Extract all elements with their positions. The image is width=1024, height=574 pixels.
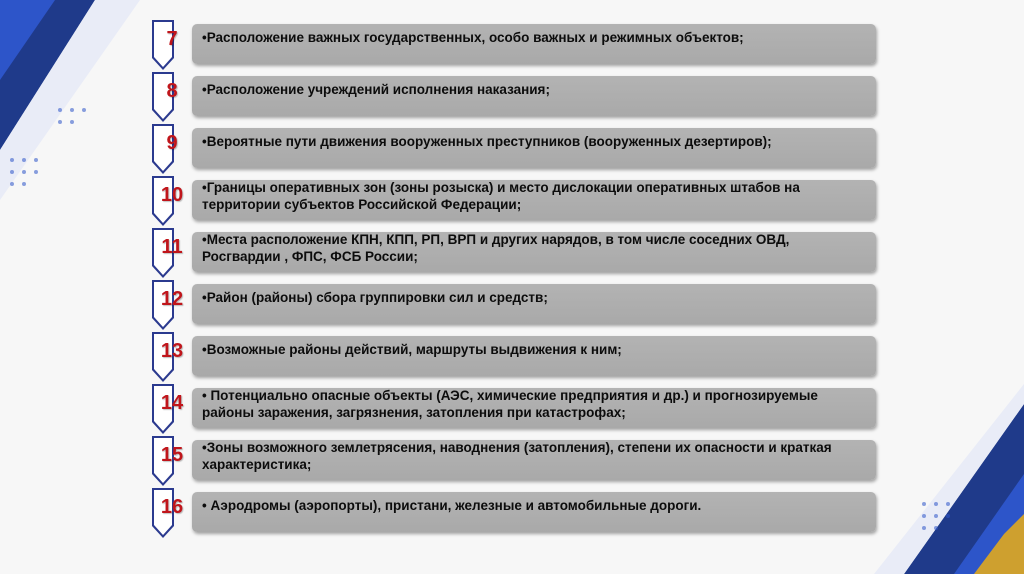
item-number: 10 <box>160 184 184 206</box>
items-list <box>148 24 876 544</box>
item-number: 14 <box>160 392 184 414</box>
item-number: 15 <box>160 444 184 466</box>
item-bar <box>192 232 876 272</box>
item-text: •Границы оперативных зон (зоны розыска) и место дислокации оперативных штабов на территории субъектов Российской Федерации; <box>202 180 800 212</box>
top-left-decoration <box>0 0 140 200</box>
item-number: 9 <box>166 132 178 154</box>
item-bar <box>192 492 876 532</box>
list-item <box>148 492 876 532</box>
item-number: 7 <box>166 28 178 50</box>
bottom-right-decoration <box>854 384 1024 574</box>
list-item <box>148 232 876 272</box>
item-bar <box>192 440 876 480</box>
item-text: • Потенциально опасные объекты (АЭС, химические предприятия и др.) и прогнозируемые районы заражения, загрязнения, затопления при катастрофах; <box>202 388 818 420</box>
list-item <box>148 336 876 376</box>
list-item <box>148 284 876 324</box>
item-number: 8 <box>166 80 178 102</box>
item-number: 11 <box>161 236 183 258</box>
item-bar <box>192 284 876 324</box>
list-item <box>148 388 876 428</box>
item-bar <box>192 180 876 220</box>
list-item <box>148 76 876 116</box>
item-text: •Зоны возможного землетрясения, наводнения (затопления), степени их опасности и краткая характеристика; <box>202 440 832 472</box>
item-bar <box>192 388 876 428</box>
item-text: • Аэродромы (аэропорты), пристани, железные и автомобильные дороги. <box>202 497 702 513</box>
list-item <box>148 24 876 64</box>
item-text: •Расположение учреждений исполнения наказания; <box>202 81 550 97</box>
item-bar <box>192 336 876 376</box>
item-text: •Места расположение КПН, КПП, РП, ВРП и других нарядов, в том числе соседних ОВД, Росгвардии , ФПС, ФСБ России; <box>202 232 790 264</box>
item-text: •Возможные районы действий, маршруты выдвижения к ним; <box>202 341 622 357</box>
item-text: •Вероятные пути движения вооруженных преступников (вооруженных дезертиров); <box>202 133 772 149</box>
list-item <box>148 128 876 168</box>
item-text: •Район (районы) сбора группировки сил и средств; <box>202 289 548 305</box>
item-number: 12 <box>160 288 184 310</box>
item-number: 13 <box>160 340 184 362</box>
item-bar <box>192 128 876 168</box>
item-bar <box>192 24 876 64</box>
list-item <box>148 440 876 480</box>
item-text: •Расположение важных государственных, особо важных и режимных объектов; <box>202 29 744 45</box>
list-item <box>148 180 876 220</box>
item-bar <box>192 76 876 116</box>
item-number: 16 <box>160 496 184 518</box>
